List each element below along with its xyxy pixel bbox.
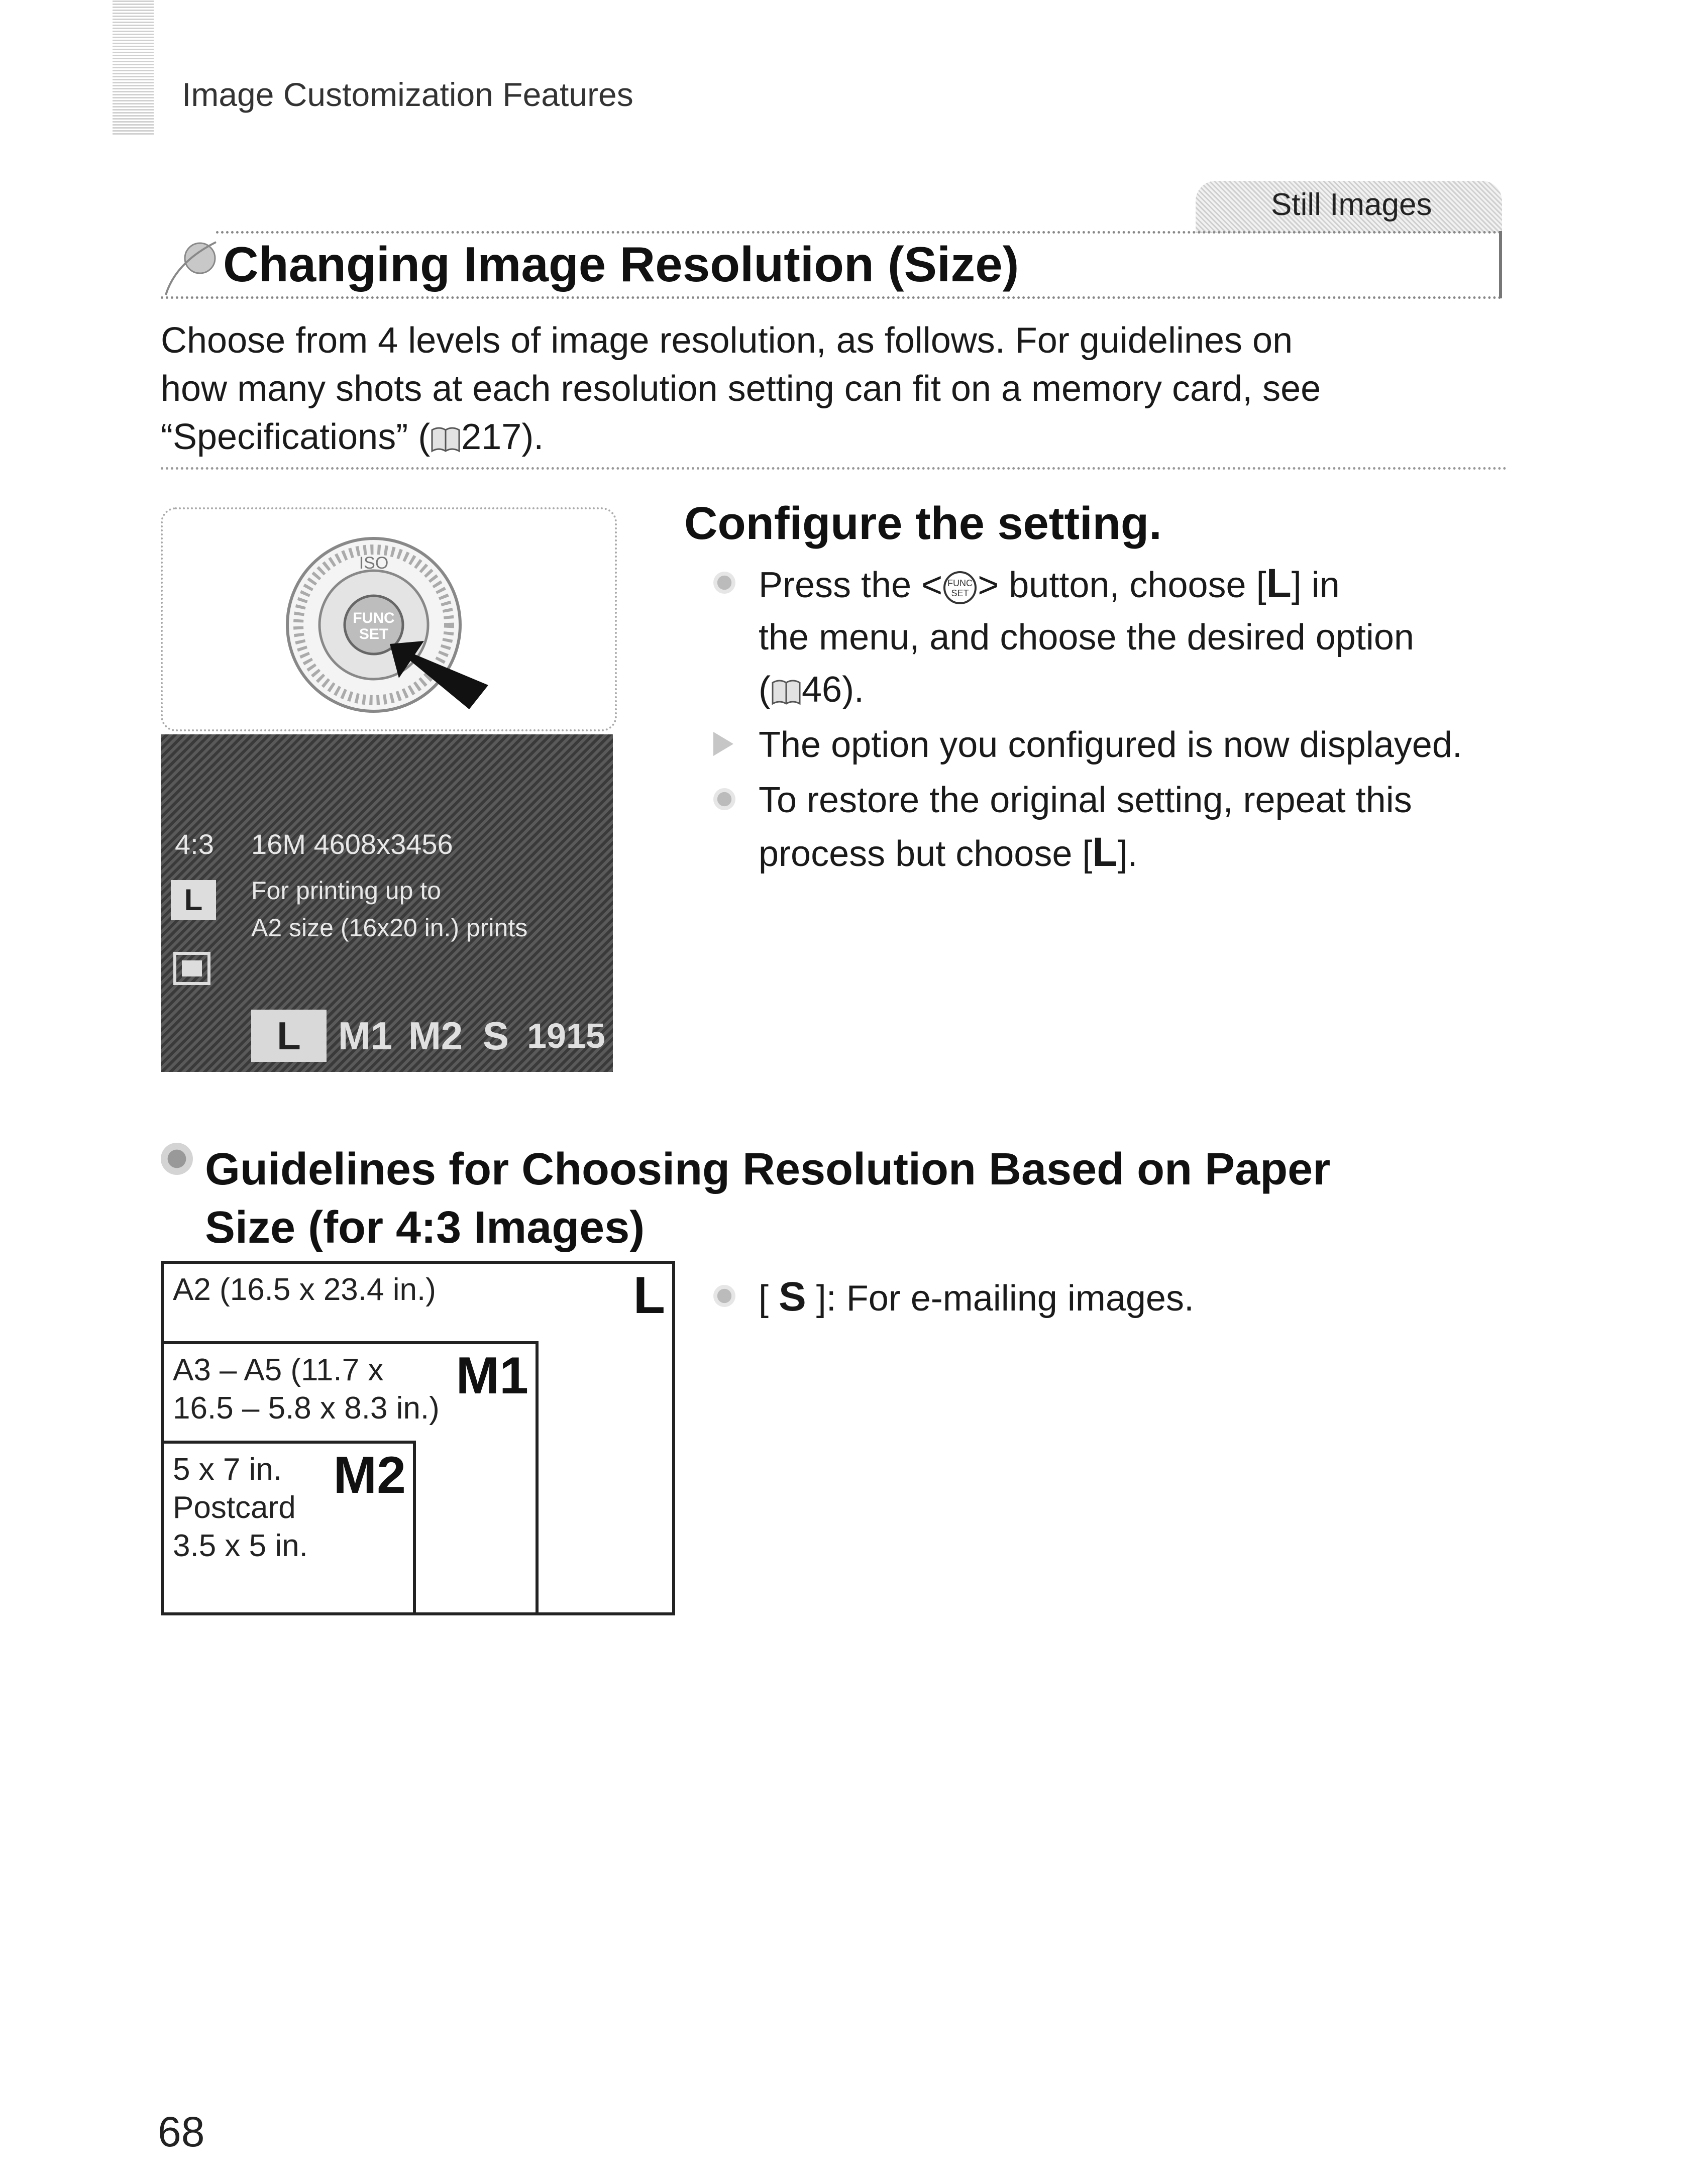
lcd-side-size-icon: L: [171, 880, 216, 920]
intro-line-1: Choose from 4 levels of image resolution, as follows. For guidelines on: [161, 320, 1293, 361]
step-item-3: [703, 774, 1507, 880]
dial-iso-label: ISO: [359, 554, 389, 573]
s-note-bracket-open: [: [759, 1278, 779, 1319]
box-m1-line2: 16.5 – 5.8 x 8.3 in.): [173, 1391, 440, 1426]
step1-text-f: (: [759, 670, 771, 710]
intro-page-ref: 217: [461, 417, 522, 457]
bullet-icon: [713, 572, 735, 594]
margin-stripe: [113, 0, 154, 135]
guidelines-heading-line2: Size (for 4:3 Images): [205, 1203, 645, 1253]
step1-text-g: ).: [842, 670, 865, 710]
intro-line-2: how many shots at each resolution setting can fit on a memory card, see: [161, 369, 1321, 409]
step3-text-a: To restore the original setting, repeat this process but choose [: [759, 780, 1412, 874]
book-icon: [771, 678, 802, 707]
svg-text:FUNC: FUNC: [947, 578, 973, 588]
guidelines-heading: [205, 1140, 1486, 1257]
size-l-icon: L: [1092, 829, 1118, 875]
box-l-size: L: [633, 1266, 665, 1325]
intro-line-3: [161, 413, 1507, 461]
lcd-description-line2: A2 size (16x20 in.) prints: [251, 914, 528, 942]
intro-text-pre: “Specifications” (: [161, 417, 431, 457]
box-m2-line1: 5 x 7 in.: [173, 1452, 282, 1487]
result-arrow-icon: [713, 732, 733, 756]
box-m1-size: M1: [456, 1347, 528, 1405]
step-heading: Configure the setting.: [684, 498, 1162, 549]
running-header: Image Customization Features: [182, 76, 633, 113]
s-note-text: ]: For e-mailing images.: [806, 1278, 1194, 1319]
lcd-option-l: L: [251, 1010, 327, 1062]
box-m2-line3: 3.5 x 5 in.: [173, 1529, 308, 1563]
camera-lcd-screen: [161, 734, 613, 1072]
lcd-option-m1: M1: [338, 1013, 393, 1058]
step-list: [703, 558, 1507, 883]
lcd-menu-icon: [172, 950, 212, 987]
lcd-shots-remaining: 1915: [527, 1016, 605, 1055]
subsection-bullet-icon: [161, 1143, 193, 1175]
s-size-note: [703, 1271, 1507, 1325]
intro-divider: [161, 467, 1507, 470]
box-l-text: A2 (16.5 x 23.4 in.): [173, 1272, 436, 1307]
box-m2-size: M2: [333, 1446, 406, 1504]
lcd-aspect-ratio: 4:3: [175, 828, 214, 860]
paper-size-box-m2: [161, 1441, 416, 1615]
box-m1-line1: A3 – A5 (11.7 x: [173, 1353, 384, 1387]
intro-text-post: ).: [521, 417, 544, 457]
bullet-icon: [713, 788, 735, 810]
step1-line-3: [759, 664, 1507, 716]
svg-text:SET: SET: [951, 588, 969, 598]
still-images-label: Still Images: [1271, 187, 1432, 222]
step1-line-2: the menu, and choose the desired option: [759, 617, 1414, 658]
control-dial-icon: [163, 509, 615, 729]
page-number: 68: [158, 2108, 205, 2155]
dial-illustration: [161, 507, 617, 731]
section-corner-icon: [161, 232, 226, 297]
step1-page-ref: 46: [801, 670, 842, 710]
box-m2-line2: Postcard: [173, 1490, 296, 1525]
lcd-description-line1: For printing up to: [251, 877, 441, 905]
still-images-tab: [1196, 181, 1502, 233]
intro-paragraph: [161, 316, 1507, 461]
step1-text-d: ] in: [1291, 565, 1340, 605]
title-rule-right: [1499, 231, 1502, 298]
lcd-option-m2: M2: [408, 1013, 463, 1058]
step3-text-c: ].: [1117, 834, 1138, 874]
func-set-button-icon: [942, 570, 978, 605]
book-icon: [430, 425, 461, 454]
step-item-1: [703, 558, 1507, 716]
dial-func-label: FUNC: [353, 610, 395, 626]
title-rule-bottom: [161, 296, 1502, 299]
dial-set-label: SET: [359, 626, 389, 642]
bullet-icon: [713, 1285, 735, 1307]
step1-text-b: > button, choose [: [978, 565, 1266, 605]
step-item-2: [703, 719, 1507, 771]
lcd-resolution: 16M 4608x3456: [251, 828, 453, 860]
size-s-icon: S: [779, 1274, 806, 1320]
lcd-option-s: S: [482, 1013, 509, 1058]
guidelines-heading-line1: Guidelines for Choosing Resolution Based on Paper: [205, 1144, 1331, 1194]
step2-text: The option you configured is now displayed.: [759, 725, 1462, 765]
title-rule-top: [216, 231, 1502, 234]
section-title: Changing Image Resolution (Size): [223, 237, 1019, 292]
size-l-icon: L: [1266, 561, 1292, 606]
step1-text-a: Press the <: [759, 565, 943, 605]
